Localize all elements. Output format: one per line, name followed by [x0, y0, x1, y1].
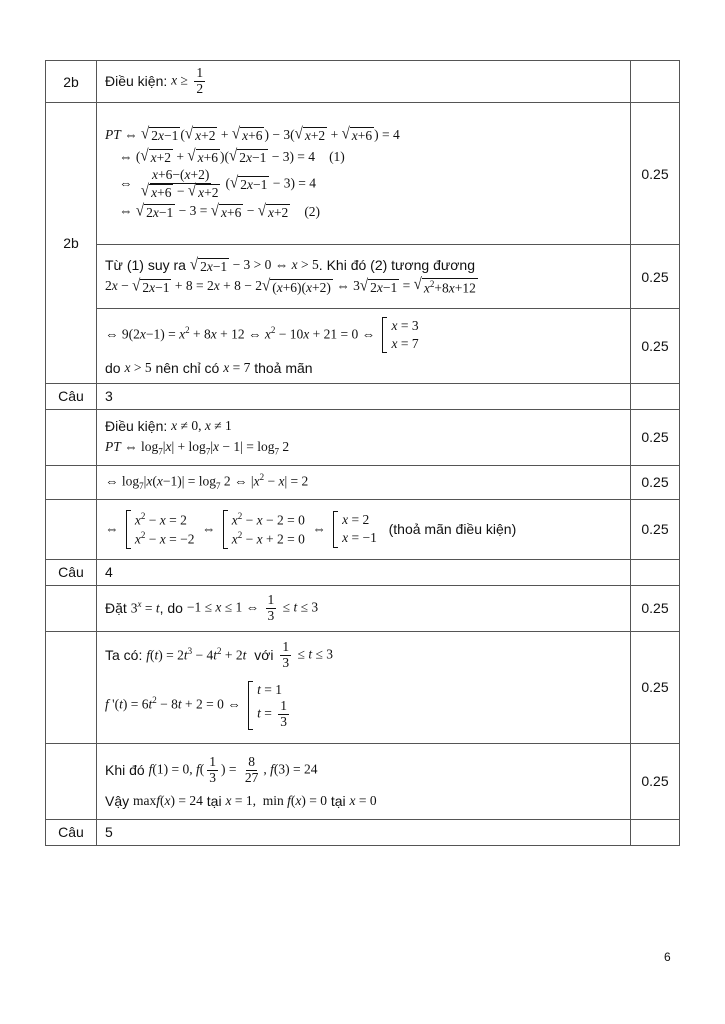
- text-at: tại: [206, 792, 222, 809]
- math-line: PT ⇔ √ 2x−1 ( √ x+2 + √ x+6 ) − 3( √ x+2 + √ x+6 ) = 4: [105, 125, 400, 144]
- text-since: , do: [159, 599, 183, 616]
- math-line: f '$(t) = 6t^2 - 8t + 2 = 0$ ⇔ t = 1 t = $\frac{1}{3}$: [105, 681, 287, 729]
- condition-text: Điều kiện:: [105, 73, 168, 90]
- math-line: ⇔ ( √ x+2 + √ x+6 )( √ 2x−1 − 3) = 4: [119, 147, 316, 166]
- row-2b-implication: [46, 245, 680, 309]
- row-q4-derivative: [46, 631, 680, 743]
- math-line: ⇔ $x^2 - x = 2$ $x^2 - x = -2$ ⇔ $x^2 - x - 2 = 0$ $x^2 - x + 2 = 0$ ⇔ x = 2 x = −1: [105, 510, 381, 549]
- row-content: [97, 309, 631, 384]
- text-do: do: [105, 359, 121, 376]
- score-cell: 0.25: [631, 245, 680, 309]
- math-condition: x ≥ $\frac{1}{2}$: [171, 65, 204, 96]
- text-at: tại: [330, 792, 346, 809]
- row-q4-conclusion: [46, 743, 680, 819]
- score-cell: [631, 559, 680, 585]
- math-line: PT ⇔ $\log_7|x| + \log_7|x - 1| = \log_7 2$: [105, 439, 290, 457]
- row-question-5: [46, 819, 680, 845]
- row-2b-solve: [46, 309, 680, 384]
- score-cell: 0.25: [631, 465, 680, 499]
- empty-label: [46, 465, 97, 499]
- math-line: ⇔ √ 2x−1 − 3 = √ x+6 − √ x+2: [119, 201, 289, 220]
- math-inline: x > 5: [124, 359, 152, 375]
- math-inline: x ≠ 0, x ≠ 1: [171, 418, 232, 434]
- question-number: 4: [97, 559, 631, 585]
- question-label: Câu: [46, 384, 97, 410]
- text-from: Từ (1) suy ra: [105, 257, 186, 274]
- empty-label: [46, 631, 97, 743]
- question-label: Câu: [46, 819, 97, 845]
- math-inline: x = 0: [349, 793, 377, 808]
- question-label: Câu: [46, 559, 97, 585]
- text-equivalent: . Khi đó (2) tương đương: [318, 257, 475, 274]
- math-inline: x = 1, min f(x) = 0: [225, 793, 327, 808]
- math-inline: $f(t) = 2t^3 - 4t^2 + 2t$: [146, 646, 247, 663]
- answer-table: [45, 60, 680, 846]
- empty-label: [46, 499, 97, 559]
- text-only: nên chỉ có: [155, 359, 220, 376]
- score-cell: 0.25: [631, 309, 680, 384]
- satisfy-note: (thoả mãn điều kiện): [388, 520, 517, 537]
- row-content: [97, 409, 631, 465]
- score-cell: [631, 384, 680, 410]
- score-cell: [631, 61, 680, 103]
- score-cell: 0.25: [631, 585, 680, 631]
- math-inline: f(1) = 0, f( $\frac{1}{3}$ ) = $\frac{8}{27}$ , f(3) = 24: [148, 753, 318, 785]
- row-content: [97, 245, 631, 309]
- row-content: [97, 103, 631, 245]
- math-line: 2x − √ 2x−1 + 8 = 2x + 8 − 2 √ (x+6)(x+2) ⇔ 3 √ 2x−1 = √ $x^2+8x+12$: [105, 276, 476, 296]
- question-number: 5: [97, 819, 631, 845]
- row-q4-substitution: [46, 585, 680, 631]
- math-line: ⇔ $\log_7|x(x-1)| = \log_7 2$ ⇔ $|x^2 - x| = 2$: [105, 472, 309, 492]
- math-inline: maxf(x) = 24: [133, 793, 203, 808]
- row-content: [97, 499, 631, 559]
- text-set: Đặt: [105, 599, 127, 616]
- condition-text: Điều kiện:: [105, 417, 168, 434]
- math-line: ⇔ $9(2x-1) = x^2 + 8x + 12$ ⇔ $x^2 - 10x + 21 = 0$ ⇔ x = 3 x = 7: [105, 317, 423, 353]
- text-so: Vậy: [105, 792, 130, 809]
- score-cell: 0.25: [631, 743, 680, 819]
- row-question-3: [46, 384, 680, 410]
- row-2b-equation: [46, 103, 680, 245]
- row-content: [97, 465, 631, 499]
- page-number: 6: [664, 950, 671, 964]
- row-question-4: [46, 559, 680, 585]
- row-content: [97, 61, 631, 103]
- math-inline: $\frac{1}{3}$ ≤ t ≤ 3: [282, 638, 334, 670]
- math-inline: $3^x = t$: [130, 599, 160, 616]
- math-inline: x = 7: [223, 359, 251, 375]
- row-q3-condition: [46, 409, 680, 465]
- text-then: Khi đó: [105, 761, 145, 778]
- row-content: [97, 743, 631, 819]
- score-cell: [631, 819, 680, 845]
- row-q3-solution: [46, 499, 680, 559]
- score-cell: 0.25: [631, 499, 680, 559]
- text-with: với: [254, 646, 274, 663]
- math-line: ⇔ x+6−(x+2) √ x+6 − √ x+2 ( √ 2x−1 − 3) = 4: [119, 167, 317, 201]
- score-cell: 0.25: [631, 631, 680, 743]
- question-number: 3: [97, 384, 631, 410]
- empty-label: [46, 585, 97, 631]
- eq-label: (1): [329, 149, 345, 165]
- score-cell: 0.25: [631, 103, 680, 245]
- row-q3-step: [46, 465, 680, 499]
- eq-label: (2): [304, 203, 321, 219]
- empty-label: [46, 743, 97, 819]
- text-we-have: Ta có:: [105, 646, 143, 663]
- row-2b-condition: [46, 61, 680, 103]
- score-cell: 0.25: [631, 409, 680, 465]
- empty-label: [46, 409, 97, 465]
- row-content: [97, 585, 631, 631]
- math-inline: −1 ≤ x ≤ 1 ⇔ $\frac{1}{3}$ ≤ t ≤ 3: [186, 591, 319, 623]
- row-content: [97, 631, 631, 743]
- row-label: 2b: [46, 61, 97, 103]
- text-satisfy: thoả mãn: [254, 359, 313, 376]
- math-inline: √ 2x−1 − 3 > 0 ⇔ x > 5: [189, 255, 319, 274]
- row-label: 2b: [46, 103, 97, 384]
